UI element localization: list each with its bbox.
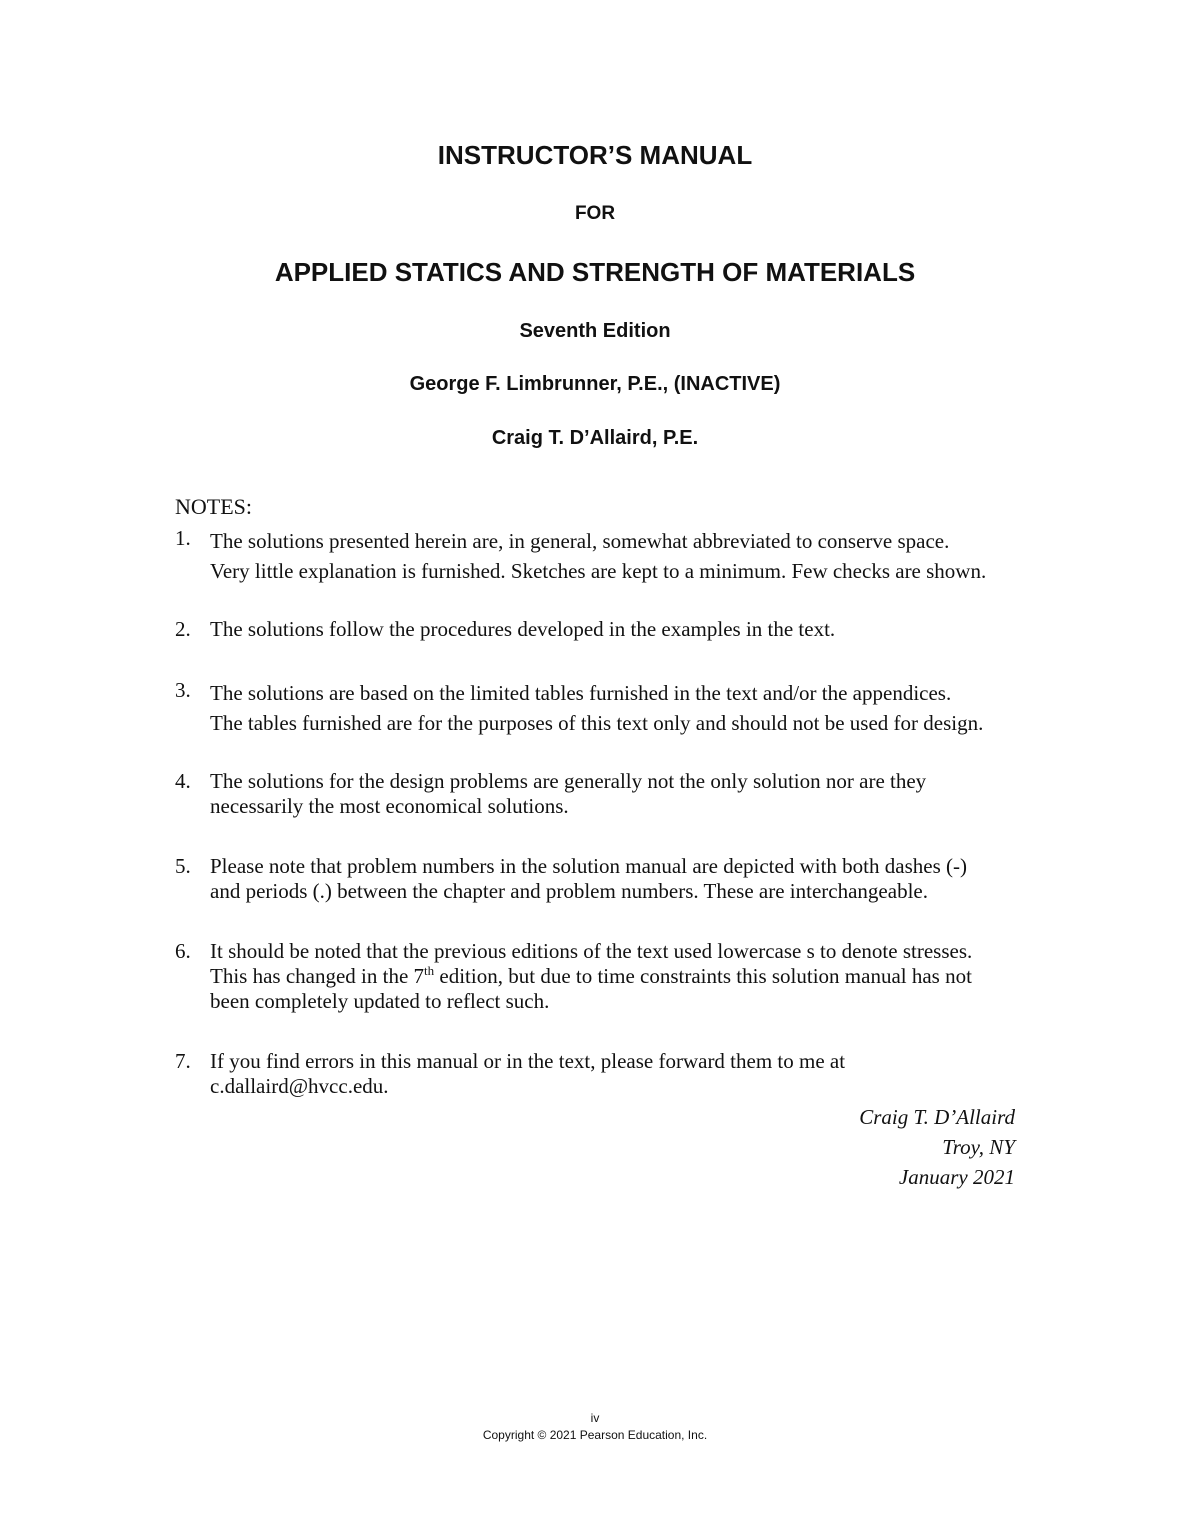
note-number: 6. xyxy=(175,939,191,963)
page-number: iv xyxy=(590,1411,600,1425)
note-text xyxy=(210,939,1025,1014)
note-number: 7. xyxy=(175,1049,191,1073)
note-text xyxy=(210,1049,1025,1099)
note-line-part: edition, but due to time constraints this solution manual has not xyxy=(434,964,972,988)
manual-title: INSTRUCTOR’S MANUAL xyxy=(437,140,753,170)
signature-date: January 2021 xyxy=(898,1165,1015,1189)
note-line: The solutions presented herein are, in general, somewhat abbreviated to conserve space. xyxy=(210,529,950,553)
note-text xyxy=(210,769,1025,819)
note-line: The solutions for the design problems are generally not the only solution nor are they xyxy=(210,769,927,793)
note-text xyxy=(210,854,1025,904)
note-number: 3. xyxy=(175,678,191,702)
note-line: necessarily the most economical solutions. xyxy=(210,794,569,818)
note-number: 1. xyxy=(175,526,191,550)
contact-email[interactable]: c.dallaird@hvcc.edu. xyxy=(210,1074,389,1098)
note-number: 5. xyxy=(175,854,191,878)
ordinal-superscript: th xyxy=(424,963,435,978)
author-2: Craig T. D’Allaird, P.E. xyxy=(491,427,699,449)
note-text xyxy=(210,617,1025,642)
note-line: If you find errors in this manual or in the text, please forward them to me at xyxy=(210,1049,846,1073)
copyright: Copyright © 2021 Pearson Education, Inc. xyxy=(482,1428,708,1442)
note-line: The solutions follow the procedures developed in the examples in the text. xyxy=(210,617,836,641)
notes-heading: NOTES: xyxy=(175,494,252,519)
note-line: It should be noted that the previous editions of the text used lowercase s to denote stresses. xyxy=(210,939,973,963)
note-number: 2. xyxy=(175,617,191,641)
book-title: APPLIED STATICS AND STRENGTH OF MATERIALS xyxy=(274,257,916,287)
note-line xyxy=(210,964,1025,989)
for-label: FOR xyxy=(574,203,616,224)
author-1: George F. Limbrunner, P.E., (INACTIVE) xyxy=(409,373,781,395)
note-line: Very little explanation is furnished. Sketches are kept to a minimum. Few checks are shown. xyxy=(210,559,987,583)
note-line-part: This has changed in the 7 xyxy=(210,964,425,988)
note-text xyxy=(210,678,1025,738)
signature-name: Craig T. D’Allaird xyxy=(859,1105,1015,1129)
note-line: The tables furnished are for the purposes of this text only and should not be used for design. xyxy=(210,711,984,735)
note-number: 4. xyxy=(175,769,191,793)
note-line: Please note that problem numbers in the solution manual are depicted with both dashes (-) xyxy=(210,854,967,878)
signature-place: Troy, NY xyxy=(942,1135,1015,1159)
edition: Seventh Edition xyxy=(519,320,671,342)
note-line: been completely updated to reflect such. xyxy=(210,989,550,1013)
note-text xyxy=(210,526,1025,586)
note-line: The solutions are based on the limited tables furnished in the text and/or the appendices. xyxy=(210,681,952,705)
note-line: and periods (.) between the chapter and problem numbers. These are interchangeable. xyxy=(210,879,928,903)
